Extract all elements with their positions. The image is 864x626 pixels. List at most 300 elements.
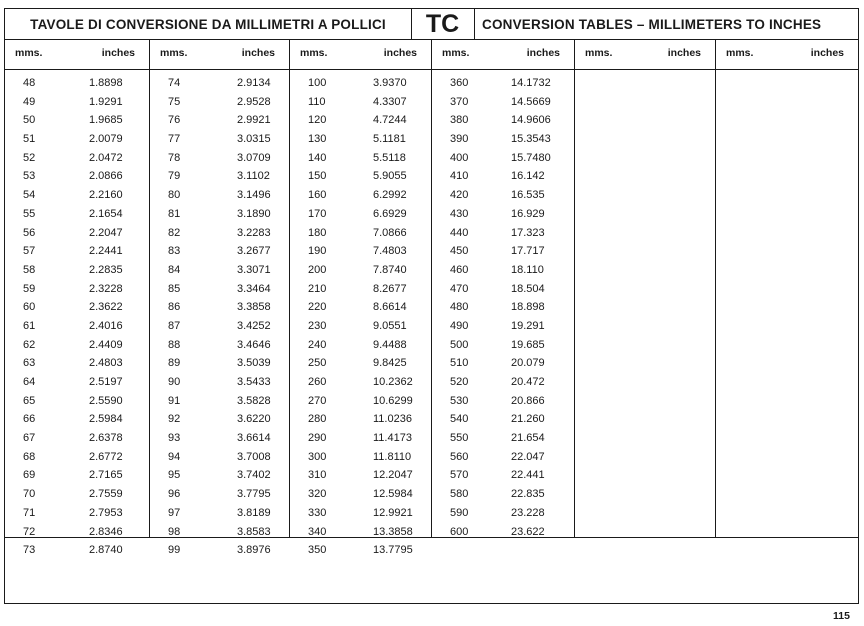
mm-value: 160: [308, 189, 327, 202]
mm-value: 75: [168, 95, 181, 108]
mm-value: 81: [168, 207, 181, 220]
mm-value: 230: [308, 319, 327, 332]
table-column-6: [716, 39, 858, 537]
inch-value: 2.3622: [89, 301, 123, 314]
mm-value: 50: [23, 114, 36, 127]
inch-value: 10.6299: [373, 394, 413, 407]
inch-value: 14.5669: [511, 95, 551, 108]
table-column-2: [150, 39, 290, 557]
inch-value: 20.079: [511, 357, 545, 370]
inch-value: 2.2160: [89, 189, 123, 202]
inch-value: 3.0315: [237, 133, 271, 146]
inch-value: 3.5828: [237, 394, 271, 407]
inch-value: 2.9528: [237, 95, 271, 108]
inch-value: 3.1890: [237, 207, 271, 220]
mm-value: 89: [168, 357, 181, 370]
mm-value: 140: [308, 151, 327, 164]
table-row: [432, 93, 574, 112]
table-row: [5, 242, 149, 261]
table-row: [150, 504, 289, 523]
inch-value: 3.6614: [237, 432, 271, 445]
mm-value: 62: [23, 338, 36, 351]
table-row: [290, 74, 431, 93]
inch-value: 3.8583: [237, 525, 271, 538]
inch-value: 11.8110: [373, 450, 412, 463]
table-row: [290, 298, 431, 317]
inch-value: 3.7008: [237, 450, 271, 463]
inch-value: 18.504: [511, 282, 545, 295]
table-row: [432, 149, 574, 168]
inch-value: 2.0866: [89, 170, 123, 183]
mm-value: 320: [308, 488, 327, 501]
mm-value: 57: [23, 245, 36, 258]
inch-value: 3.3858: [237, 301, 271, 314]
inch-value: 2.4409: [89, 338, 123, 351]
inch-value: 6.6929: [373, 207, 407, 220]
inch-value: 20.866: [511, 394, 545, 407]
mm-value: 69: [23, 469, 36, 482]
inch-value: 2.0472: [89, 151, 123, 164]
table-row: [290, 149, 431, 168]
table-row: [150, 261, 289, 280]
mm-value: 330: [308, 506, 327, 519]
table-row: [5, 317, 149, 336]
column-header-inches: inches: [526, 47, 560, 59]
mm-value: 51: [23, 133, 36, 146]
inch-value: 5.1181: [373, 133, 406, 146]
inch-value: 23.622: [511, 525, 545, 538]
table-column-4: [432, 39, 575, 537]
mm-value: 390: [450, 133, 469, 146]
table-row: [5, 485, 149, 504]
table-row: [150, 167, 289, 186]
inch-value: 7.4803: [373, 245, 407, 258]
inch-value: 23.228: [511, 506, 545, 519]
table-row: [150, 336, 289, 355]
mm-value: 58: [23, 263, 36, 276]
mm-value: 500: [450, 338, 469, 351]
table-row: [5, 280, 149, 299]
table-row: [432, 130, 574, 149]
conversion-table-sheet: [4, 8, 859, 604]
inch-value: 1.9685: [89, 114, 123, 127]
table-row: [150, 317, 289, 336]
table-row: [290, 410, 431, 429]
table-row: [5, 392, 149, 411]
inch-value: 12.5984: [373, 488, 413, 501]
table-row: [290, 392, 431, 411]
mm-value: 78: [168, 151, 181, 164]
table-column-1: [5, 39, 150, 557]
table-rows: [150, 74, 289, 560]
table-row: [432, 504, 574, 523]
inch-value: 2.9134: [237, 77, 271, 89]
inch-value: 2.5197: [89, 376, 123, 388]
table-row: [290, 373, 431, 392]
table-row: [290, 186, 431, 205]
mm-value: 100: [308, 77, 327, 89]
table-row: [150, 280, 289, 299]
mm-value: 420: [450, 189, 469, 202]
table-row: [5, 74, 149, 93]
inch-value: 1.9291: [89, 95, 123, 108]
inch-value: 20.472: [511, 376, 545, 388]
mm-value: 79: [168, 170, 181, 183]
inch-value: 5.5118: [373, 151, 406, 164]
mm-value: 310: [308, 469, 327, 482]
mm-value: 340: [308, 525, 327, 538]
mm-value: 53: [23, 170, 36, 183]
mm-value: 66: [23, 413, 36, 426]
mm-value: 49: [23, 95, 36, 108]
table-row: [432, 410, 574, 429]
mm-value: 460: [450, 263, 469, 276]
inch-value: 3.3071: [237, 263, 271, 276]
mm-value: 260: [308, 376, 327, 388]
mm-value: 92: [168, 413, 181, 426]
mm-value: 77: [168, 133, 181, 146]
table-column-5: [575, 39, 716, 537]
inch-value: 3.3464: [237, 282, 271, 295]
inch-value: 3.2283: [237, 226, 271, 239]
inch-value: 1.8898: [89, 77, 123, 89]
table-row: [290, 205, 431, 224]
page-number: 115: [833, 610, 850, 622]
table-row: [150, 186, 289, 205]
table-row: [150, 149, 289, 168]
mm-value: 59: [23, 282, 36, 295]
inch-value: 2.7953: [89, 506, 123, 519]
mm-value: 440: [450, 226, 469, 239]
table-row: [5, 373, 149, 392]
inch-value: 3.7402: [237, 469, 271, 482]
inch-value: 2.7165: [89, 469, 123, 482]
table-row: [432, 167, 574, 186]
table-row: [5, 410, 149, 429]
mm-value: 410: [450, 170, 469, 183]
table-row: [5, 298, 149, 317]
mm-value: 63: [23, 357, 36, 370]
table-row: [150, 130, 289, 149]
inch-value: 3.1102: [237, 170, 270, 183]
column-header-mms: mms.: [726, 47, 754, 59]
mm-value: 91: [168, 394, 181, 407]
table-row: [5, 336, 149, 355]
inch-value: 2.6772: [89, 450, 123, 463]
mm-value: 61: [23, 319, 36, 332]
inch-value: 3.4646: [237, 338, 271, 351]
table-row: [290, 504, 431, 523]
table-row: [432, 392, 574, 411]
table-row: [150, 429, 289, 448]
mm-value: 450: [450, 245, 469, 258]
mm-value: 88: [168, 338, 181, 351]
mm-value: 99: [168, 544, 181, 557]
mm-value: 84: [168, 263, 181, 276]
inch-value: 2.7559: [89, 488, 123, 501]
mm-value: 60: [23, 301, 36, 314]
inch-value: 2.4016: [89, 319, 123, 332]
inch-value: 2.2441: [89, 245, 123, 258]
table-row: [290, 93, 431, 112]
inch-value: 5.9055: [373, 170, 407, 183]
inch-value: 10.2362: [373, 376, 413, 388]
mm-value: 93: [168, 432, 181, 445]
mm-value: 480: [450, 301, 469, 314]
mm-value: 200: [308, 263, 327, 276]
inch-value: 2.2047: [89, 226, 123, 239]
inch-value: 2.0079: [89, 133, 123, 146]
table-row: [150, 74, 289, 93]
column-header-inches: inches: [101, 47, 135, 59]
title-italian: TAVOLE DI CONVERSIONE DA MILLIMETRI A POLLICI: [5, 9, 412, 39]
inch-value: 2.5590: [89, 394, 123, 407]
table-column-3: [290, 39, 432, 557]
column-header-mms: mms.: [442, 47, 470, 59]
table-row: [432, 74, 574, 93]
inch-value: 2.6378: [89, 432, 123, 445]
mm-value: 210: [308, 282, 327, 295]
table-row: [150, 242, 289, 261]
mm-value: 67: [23, 432, 36, 445]
inch-value: 22.047: [511, 450, 545, 463]
table-row: [290, 448, 431, 467]
mm-value: 400: [450, 151, 469, 164]
table-row: [290, 224, 431, 243]
table-rows: [432, 74, 574, 541]
inch-value: 19.685: [511, 338, 545, 351]
table-row: [150, 448, 289, 467]
mm-value: 96: [168, 488, 181, 501]
mm-value: 65: [23, 394, 36, 407]
mm-value: 94: [168, 450, 181, 463]
inch-value: 4.7244: [373, 114, 407, 127]
inch-value: 11.0236: [373, 413, 412, 426]
mm-value: 95: [168, 469, 181, 482]
table-row: [432, 111, 574, 130]
mm-value: 72: [23, 525, 36, 538]
mm-value: 290: [308, 432, 327, 445]
inch-value: 11.4173: [373, 432, 412, 445]
table-row: [290, 317, 431, 336]
mm-value: 540: [450, 413, 469, 426]
footer-notes-area: [5, 537, 858, 604]
inch-value: 3.2677: [237, 245, 271, 258]
mm-value: 85: [168, 282, 181, 295]
mm-value: 120: [308, 114, 327, 127]
table-row: [432, 205, 574, 224]
table-row: [432, 186, 574, 205]
table-row: [432, 466, 574, 485]
mm-value: 560: [450, 450, 469, 463]
table-row: [5, 130, 149, 149]
inch-value: 21.654: [511, 432, 545, 445]
mm-value: 52: [23, 151, 36, 164]
mm-value: 490: [450, 319, 469, 332]
table-row: [290, 485, 431, 504]
inch-value: 2.3228: [89, 282, 123, 295]
inch-value: 9.8425: [373, 357, 407, 370]
table-row: [5, 448, 149, 467]
mm-value: 150: [308, 170, 327, 183]
inch-value: 22.441: [511, 469, 545, 482]
table-row: [150, 205, 289, 224]
table-row: [290, 354, 431, 373]
title-english: CONVERSION TABLES – MILLIMETERS TO INCHES: [482, 16, 822, 32]
mm-value: 180: [308, 226, 327, 239]
column-header-mms: mms.: [300, 47, 328, 59]
table-row: [150, 224, 289, 243]
mm-value: 530: [450, 394, 469, 407]
table-row: [150, 93, 289, 112]
table-row: [5, 149, 149, 168]
inch-value: 18.110: [511, 263, 544, 276]
mm-value: 130: [308, 133, 327, 146]
table-row: [290, 242, 431, 261]
mm-value: 71: [23, 506, 36, 519]
inch-value: 12.2047: [373, 469, 413, 482]
column-header-inches: inches: [667, 47, 701, 59]
table-row: [5, 205, 149, 224]
table-row: [432, 298, 574, 317]
table-row: [290, 429, 431, 448]
inch-value: 16.929: [511, 207, 545, 220]
inch-value: 3.6220: [237, 413, 271, 426]
inch-value: 3.4252: [237, 319, 271, 332]
inch-value: 2.2835: [89, 263, 123, 276]
mm-value: 56: [23, 226, 36, 239]
mm-value: 250: [308, 357, 327, 370]
inch-value: 6.2992: [373, 189, 407, 202]
table-row: [290, 167, 431, 186]
table-row: [5, 186, 149, 205]
table-row: [290, 466, 431, 485]
mm-value: 300: [308, 450, 327, 463]
mm-value: 270: [308, 394, 327, 407]
table-row: [290, 261, 431, 280]
table-row: [150, 410, 289, 429]
mm-value: 86: [168, 301, 181, 314]
inch-value: 9.4488: [373, 338, 407, 351]
mm-value: 64: [23, 376, 36, 388]
table-row: [432, 224, 574, 243]
table-row: [432, 429, 574, 448]
inch-value: 9.0551: [373, 319, 407, 332]
inch-value: 2.9921: [237, 114, 271, 127]
inch-value: 3.5039: [237, 357, 271, 370]
table-row: [5, 466, 149, 485]
inch-value: 7.0866: [373, 226, 407, 239]
inch-value: 17.717: [511, 245, 545, 258]
column-header-inches: inches: [241, 47, 275, 59]
table-row: [150, 298, 289, 317]
inch-value: 22.835: [511, 488, 545, 501]
inch-value: 13.3858: [373, 525, 413, 538]
mm-value: 97: [168, 506, 181, 519]
table-row: [432, 242, 574, 261]
inch-value: 14.1732: [511, 77, 551, 89]
table-row: [5, 429, 149, 448]
mm-value: 74: [168, 77, 181, 89]
mm-value: 520: [450, 376, 469, 388]
inch-value: 12.9921: [373, 506, 413, 519]
mm-value: 110: [308, 95, 326, 108]
mm-value: 550: [450, 432, 469, 445]
column-header-mms: mms.: [160, 47, 188, 59]
table-row: [5, 261, 149, 280]
inch-value: 3.7795: [237, 488, 271, 501]
table-row: [5, 93, 149, 112]
table-row: [150, 354, 289, 373]
mm-value: 170: [308, 207, 327, 220]
table-row: [150, 485, 289, 504]
mm-value: 76: [168, 114, 181, 127]
mm-value: 380: [450, 114, 469, 127]
inch-value: 3.8189: [237, 506, 271, 519]
mm-value: 580: [450, 488, 469, 501]
table-row: [290, 336, 431, 355]
mm-value: 600: [450, 525, 469, 538]
table-row: [150, 111, 289, 130]
inch-value: 3.8976: [237, 544, 271, 557]
table-row: [432, 354, 574, 373]
mm-value: 350: [308, 544, 327, 557]
mm-value: 83: [168, 245, 181, 258]
mm-value: 470: [450, 282, 469, 295]
table-row: [290, 280, 431, 299]
table-row: [150, 392, 289, 411]
table-row: [290, 130, 431, 149]
inch-value: 2.8740: [89, 544, 123, 557]
mm-value: 68: [23, 450, 36, 463]
table-row: [432, 336, 574, 355]
mm-value: 190: [308, 245, 327, 258]
table-row: [432, 317, 574, 336]
table-row: [5, 224, 149, 243]
inch-value: 14.9606: [511, 114, 551, 127]
inch-value: 13.7795: [373, 544, 413, 557]
mm-value: 510: [450, 357, 469, 370]
table-row: [432, 261, 574, 280]
mm-value: 55: [23, 207, 36, 220]
column-header-mms: mms.: [15, 47, 43, 59]
mm-value: 48: [23, 77, 36, 89]
column-header-inches: inches: [383, 47, 417, 59]
mm-value: 570: [450, 469, 469, 482]
mm-value: 54: [23, 189, 36, 202]
inch-value: 2.1654: [89, 207, 123, 220]
table-row: [432, 485, 574, 504]
table-header: [5, 9, 858, 40]
table-row: [150, 466, 289, 485]
inch-value: 3.9370: [373, 77, 407, 89]
inch-value: 21.260: [511, 413, 545, 426]
inch-value: 2.8346: [89, 525, 123, 538]
table-row: [5, 504, 149, 523]
mm-value: 360: [450, 77, 469, 89]
table-row: [5, 167, 149, 186]
inch-value: 4.3307: [373, 95, 407, 108]
table-row: [432, 448, 574, 467]
table-rows: [5, 74, 149, 560]
inch-value: 2.4803: [89, 357, 123, 370]
table-row: [432, 280, 574, 299]
inch-value: 7.8740: [373, 263, 407, 276]
mm-value: 73: [23, 544, 36, 557]
column-header-inches: inches: [810, 47, 844, 59]
table-row: [290, 111, 431, 130]
mm-value: 70: [23, 488, 36, 501]
